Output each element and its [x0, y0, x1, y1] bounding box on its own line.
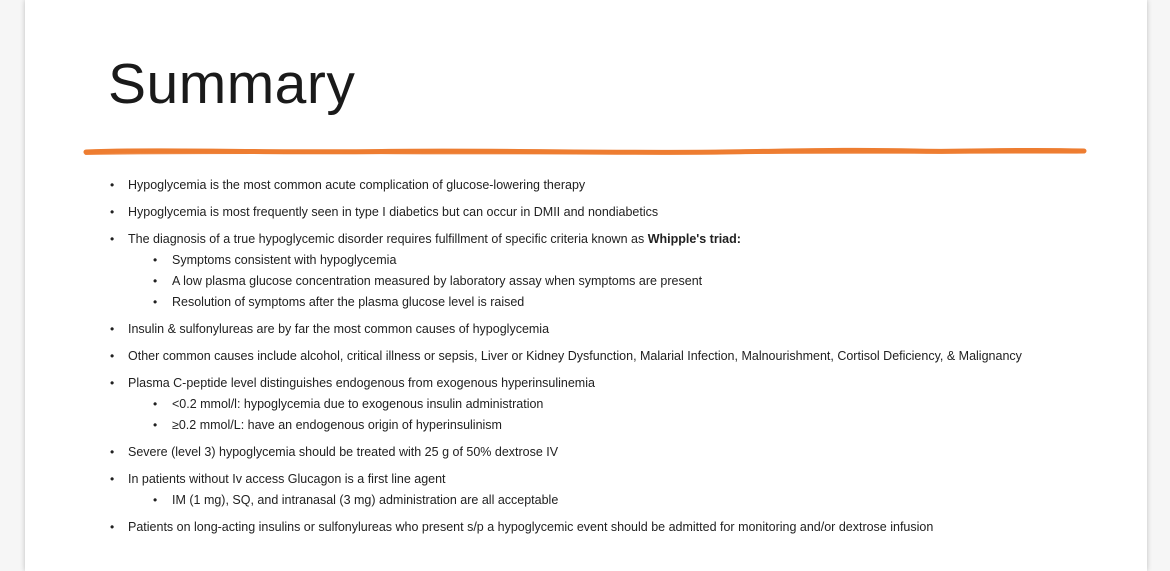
bullet-icon: •: [153, 274, 158, 288]
bullet-icon: •: [110, 205, 115, 219]
list-item-text: The diagnosis of a true hypoglycemic disorder requires fulfillment of specific criteria known as Whipple's triad:: [128, 232, 741, 246]
list-item-text: Symptoms consistent with hypoglycemia: [172, 253, 397, 267]
list-item: [110, 492, 1138, 508]
list-item: [110, 273, 1138, 289]
list-item-text: <0.2 mmol/l: hypoglycemia due to exogenous insulin administration: [172, 397, 544, 411]
list-item-text: Severe (level 3) hypoglycemia should be treated with 25 g of 50% dextrose IV: [128, 445, 559, 459]
bullet-list: [110, 177, 1138, 535]
bullet-icon: •: [110, 349, 115, 363]
list-item-text: IM (1 mg), SQ, and intranasal (3 mg) administration are all acceptable: [172, 493, 559, 507]
list-item: [110, 177, 1138, 193]
list-item: [110, 471, 1138, 487]
list-item: [110, 231, 1138, 247]
list-item: [110, 519, 1138, 535]
list-item: [110, 204, 1138, 220]
bullet-icon: •: [110, 472, 115, 486]
list-item: [110, 348, 1138, 364]
bullet-icon: •: [153, 418, 158, 432]
slide: [25, 0, 1147, 571]
list-item-text: Plasma C-peptide level distinguishes endogenous from exogenous hyperinsulinemia: [128, 376, 595, 390]
list-item: [110, 396, 1138, 412]
list-item: [110, 252, 1138, 268]
list-item: [110, 444, 1138, 460]
list-item-text: Hypoglycemia is most frequently seen in type I diabetics but can occur in DMII and nondiabetics: [128, 205, 659, 219]
list-item: [110, 375, 1138, 391]
list-item-text: Hypoglycemia is the most common acute complication of glucose-lowering therapy: [128, 178, 586, 192]
bullet-icon: •: [153, 397, 158, 411]
bullet-icon: •: [110, 445, 115, 459]
list-item-text: Patients on long-acting insulins or sulfonylureas who present s/p a hypoglycemic event should be admitted for monitoring and/or dextrose infusion: [128, 520, 934, 534]
list-item: [110, 294, 1138, 310]
list-item: [110, 321, 1138, 337]
list-item-text: In patients without Iv access Glucagon is a first line agent: [128, 472, 446, 486]
bullet-icon: •: [110, 322, 115, 336]
page-title: Summary: [108, 52, 356, 116]
bullet-icon: •: [110, 178, 115, 192]
list-item-text: Insulin & sulfonylureas are by far the most common causes of hypoglycemia: [128, 322, 550, 336]
bullet-icon: •: [110, 520, 115, 534]
list-item-text: Other common causes include alcohol, critical illness or sepsis, Liver or Kidney Dysfunction, Malarial Infection, Malnourishment, Cortisol Deficiency, & Malignancy: [128, 349, 1022, 363]
bullet-icon: •: [153, 253, 158, 267]
list-item: [110, 417, 1138, 433]
list-item-text: A low plasma glucose concentration measured by laboratory assay when symptoms are present: [172, 274, 703, 288]
list-item-text: ≥0.2 mmol/L: have an endogenous origin of hyperinsulinism: [172, 418, 502, 432]
title-underline-squiggle: [82, 144, 1088, 158]
bullet-icon: •: [110, 376, 115, 390]
bullet-icon: •: [110, 232, 115, 246]
list-item-text: Resolution of symptoms after the plasma glucose level is raised: [172, 295, 525, 309]
bold-text: Whipple's triad:: [647, 232, 741, 246]
bullet-icon: •: [153, 295, 158, 309]
bullet-icon: •: [153, 493, 158, 507]
